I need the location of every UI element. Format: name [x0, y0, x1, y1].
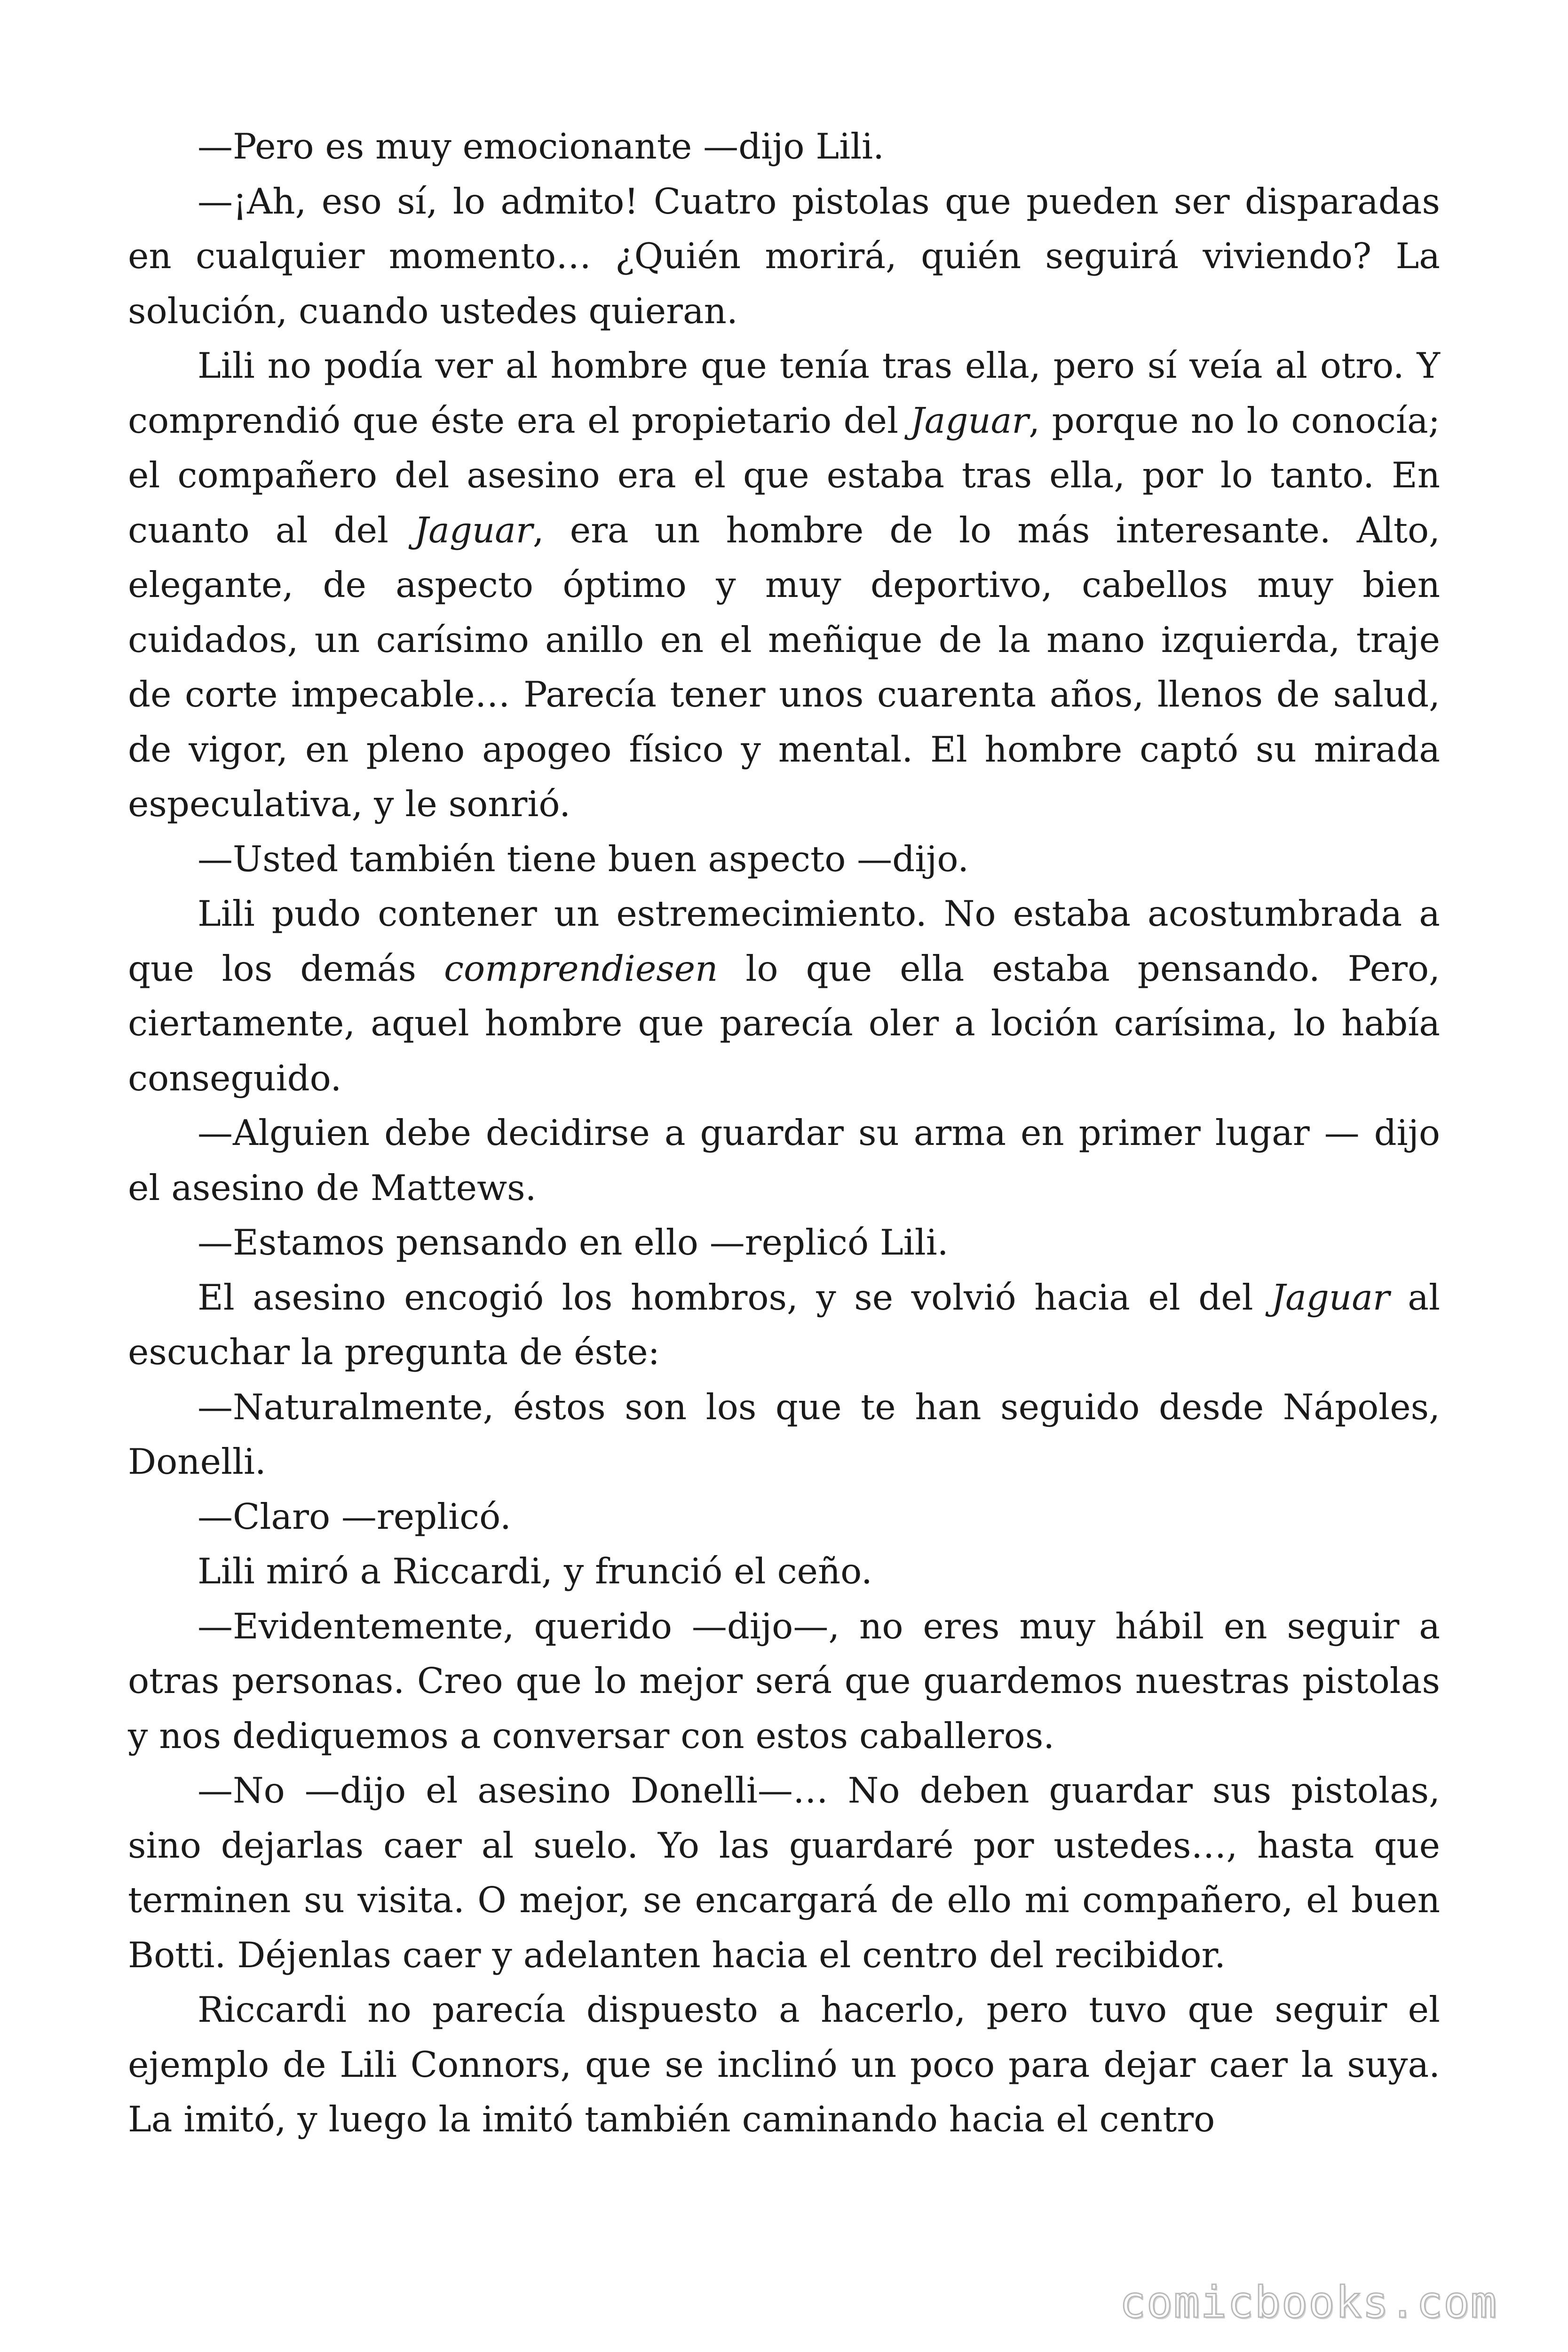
paragraph-10: —Claro —replicó.	[198, 1495, 511, 1537]
watermark-logo: comicbooks.com	[1119, 2277, 1497, 2328]
paragraph-12: —Evidentemente, querido —dijo—, no eres muy hábil en seguir a otras personas. Creo que lo mejor será que guardemos nuestras pistolas y nos dediquemos a conversar con estos caballeros.	[128, 1605, 1440, 1756]
paragraph-6: —Alguien debe decidirse a guardar su arma en primer lugar — dijo el asesino de Mattews.	[128, 1112, 1440, 1208]
paragraph-3: Lili no podía ver al hombre que tenía tras ella, pero sí veía al otro. Y comprendió que éste era el propietario del Jaguar, porque no lo conocía; el compañero del asesino era el que estaba tras ella, por lo tanto. En cuanto al del Jaguar, era un hombre de lo más interesante. Alto, elegante, de aspecto óptimo y muy deportivo, cabellos muy bien cuidados, un carísimo anillo en el meñique de la mano izquierda, traje de corte impecable… Parecía tener unos cuarenta años, llenos de salud, de vigor, en pleno apogeo físico y mental. El hombre captó su mirada especulativa, y le sonrió.	[128, 345, 1440, 825]
paragraph-5: Lili pudo contener un estremecimiento. No estaba acostumbrada a que los demás comprendiesen lo que ella estaba pensando. Pero, ciertamente, aquel hombre que parecía oler a loción carísima, lo había conseguido.	[128, 893, 1440, 1099]
paragraph-1: —Pero es muy emocionante —dijo Lili.	[198, 126, 885, 167]
paragraph-2: —¡Ah, eso sí, lo admito! Cuatro pistolas que pueden ser disparadas en cualquier momento… ¿Quién morirá, quién seguirá viviendo? La solución, cuando ustedes quieran.	[128, 180, 1440, 332]
paragraph-13: —No —dijo el asesino Donelli—… No deben guardar sus pistolas, sino dejarlas caer al suelo. Yo las guardaré por ustedes…, hasta que terminen su visita. O mejor, se encargará de ello mi compañero, el buen Botti. Déjenlas caer y adelanten hacia el centro del recibidor.	[128, 1770, 1440, 1976]
paragraph-11: Lili miró a Riccardi, y frunció el ceño.	[198, 1550, 872, 1592]
paragraph-4: —Usted también tiene buen aspecto —dijo.	[198, 838, 969, 880]
paragraph-7: —Estamos pensando en ello —replicó Lili.	[198, 1222, 949, 1263]
page-body	[128, 119, 1440, 2147]
paragraph-8: El asesino encogió los hombros, y se volvió hacia el del Jaguar al escuchar la pregunta de éste:	[128, 1276, 1440, 1373]
paragraph-14: Riccardi no parecía dispuesto a hacerlo, pero tuvo que seguir el ejemplo de Lili Connors, que se inclinó un poco para dejar caer la suya. La imitó, y luego la imitó también caminando hacia el centro	[128, 1989, 1440, 2140]
paragraph-9: —Naturalmente, éstos son los que te han seguido desde Nápoles, Donelli.	[128, 1386, 1440, 1482]
